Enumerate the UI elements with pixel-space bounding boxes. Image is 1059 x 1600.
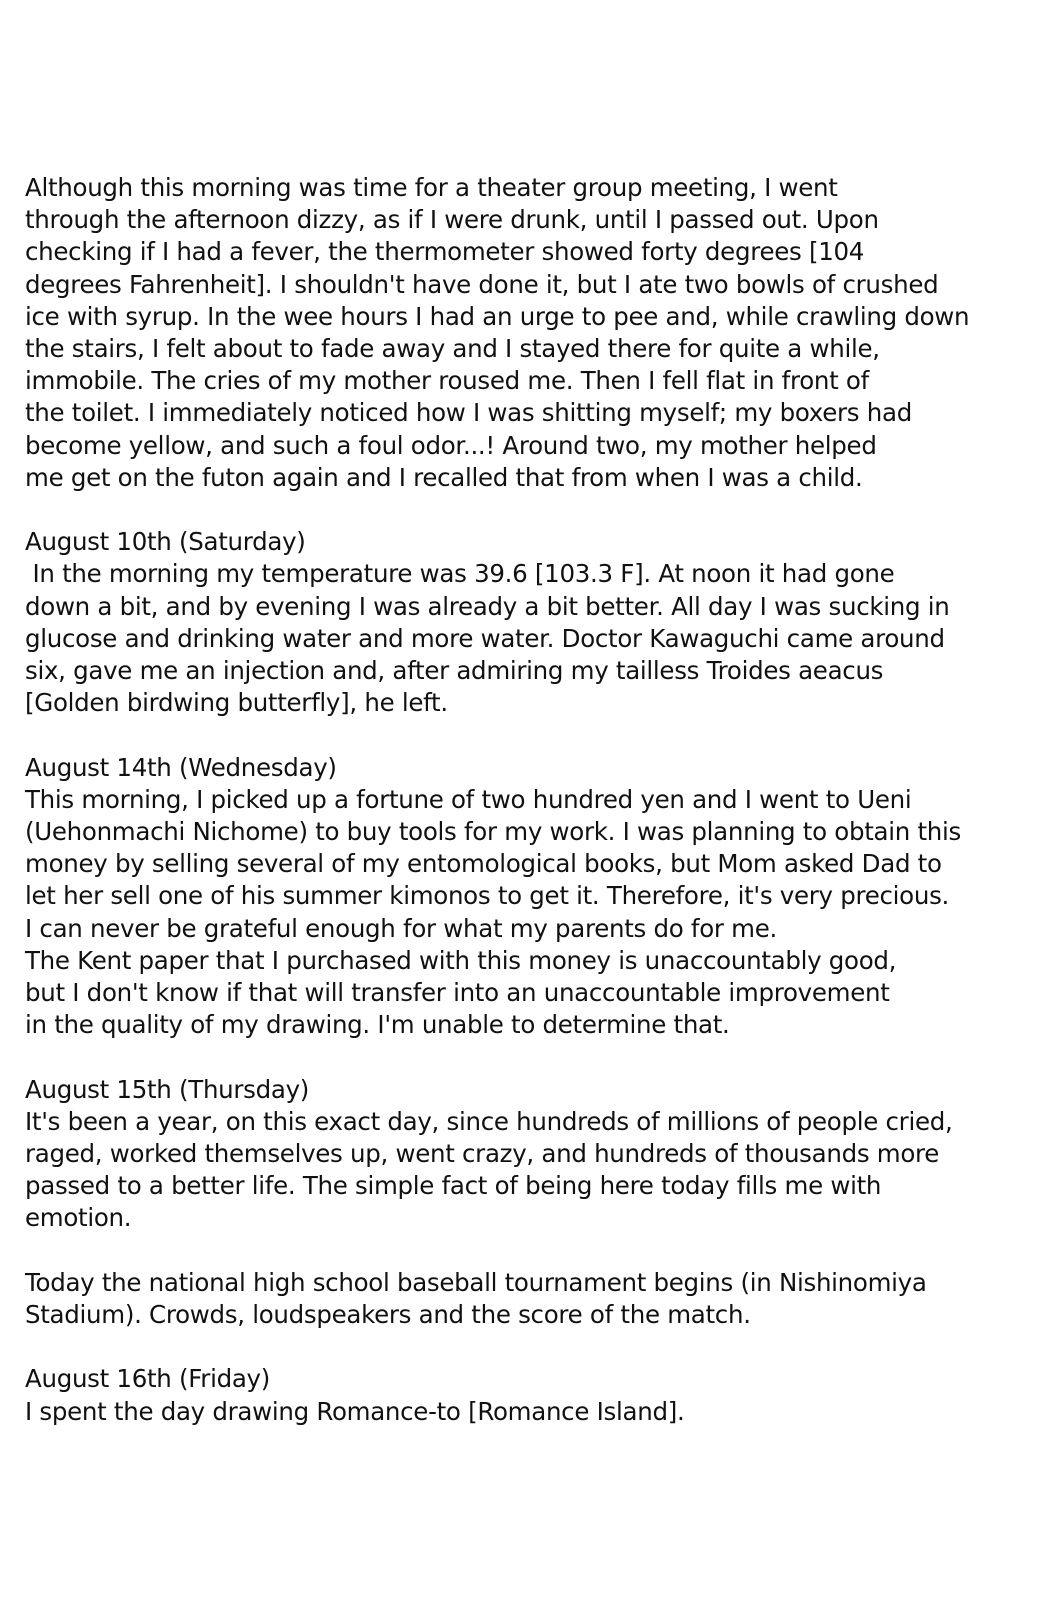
entry-line: immobile. The cries of my mother roused me. Then I fell flat in front of (25, 366, 869, 396)
entry-line: checking if I had a fever, the thermometer showed forty degrees [104 (25, 237, 865, 267)
diary-entry (25, 172, 1035, 494)
diary-entry (25, 752, 1035, 1042)
entry-line: passed to a better life. The simple fact of being here today fills me with (25, 1171, 882, 1201)
paragraph-gap (25, 494, 1035, 526)
entry-line: the toilet. I immediately noticed how I was shitting myself; my boxers had (25, 398, 912, 428)
entry-line: It's been a year, on this exact day, since hundreds of millions of people cried, (25, 1106, 953, 1136)
entry-line: (Uehonmachi Nichome) to buy tools for my work. I was planning to obtain this (25, 817, 961, 847)
diary-entry (25, 1074, 1035, 1332)
diary-entry (25, 526, 1035, 719)
entry-line: become yellow, and such a foul odor...! Around two, my mother helped (25, 430, 877, 460)
entry-line: degrees Fahrenheit]. I shouldn't have done it, but I ate two bowls of crushed (25, 269, 939, 299)
diary-page (25, 172, 1035, 1428)
entry-line: raged, worked themselves up, went crazy, and hundreds of thousands more (25, 1139, 940, 1169)
paragraph-gap (25, 1235, 1035, 1267)
entry-line: Today the national high school baseball tournament begins (in Nishinomiya (25, 1267, 927, 1297)
entry-line: down a bit, and by evening I was already a bit better. All day I was sucking in (25, 591, 950, 621)
entry-date-heading: August 16th (Friday) (25, 1364, 270, 1394)
paragraph-gap (25, 1041, 1035, 1073)
entry-line: [Golden birdwing butterfly], he left. (25, 688, 448, 718)
entry-line: six, gave me an injection and, after admiring my tailless Troides aeacus (25, 656, 884, 686)
entry-line: I can never be grateful enough for what my parents do for me. (25, 913, 778, 943)
entry-line: money by selling several of my entomological books, but Mom asked Dad to (25, 849, 942, 879)
entry-line: Stadium). Crowds, loudspeakers and the score of the match. (25, 1300, 751, 1330)
entry-line: in the quality of my drawing. I'm unable to determine that. (25, 1010, 730, 1040)
entry-line: ice with syrup. In the wee hours I had an urge to pee and, while crawling down (25, 301, 970, 331)
entry-date-heading: August 14th (Wednesday) (25, 752, 337, 782)
entry-date-heading: August 15th (Thursday) (25, 1074, 310, 1104)
entry-date-heading: August 10th (Saturday) (25, 527, 306, 557)
entry-line: but I don't know if that will transfer into an unaccountable improvement (25, 978, 890, 1008)
diary-entry (25, 1363, 1035, 1427)
entry-line: This morning, I picked up a fortune of two hundred yen and I went to Ueni (25, 784, 912, 814)
entry-line: the stairs, I felt about to fade away and I stayed there for quite a while, (25, 334, 880, 364)
paragraph-gap (25, 1331, 1035, 1363)
entry-line: I spent the day drawing Romance-to [Romance Island]. (25, 1396, 685, 1426)
entry-line: Although this morning was time for a theater group meeting, I went (25, 173, 838, 202)
entry-line: let her sell one of his summer kimonos to get it. Therefore, it's very precious. (25, 881, 950, 911)
entry-line: through the afternoon dizzy, as if I were drunk, until I passed out. Upon (25, 205, 879, 235)
entry-line: me get on the futon again and I recalled that from when I was a child. (25, 462, 863, 492)
paragraph-gap (25, 719, 1035, 751)
entry-line: emotion. (25, 1203, 132, 1233)
entry-line: In the morning my temperature was 39.6 [103.3 F]. At noon it had gone (25, 559, 895, 589)
entry-line: glucose and drinking water and more water. Doctor Kawaguchi came around (25, 623, 945, 653)
entry-line: The Kent paper that I purchased with this money is unaccountably good, (25, 945, 897, 975)
